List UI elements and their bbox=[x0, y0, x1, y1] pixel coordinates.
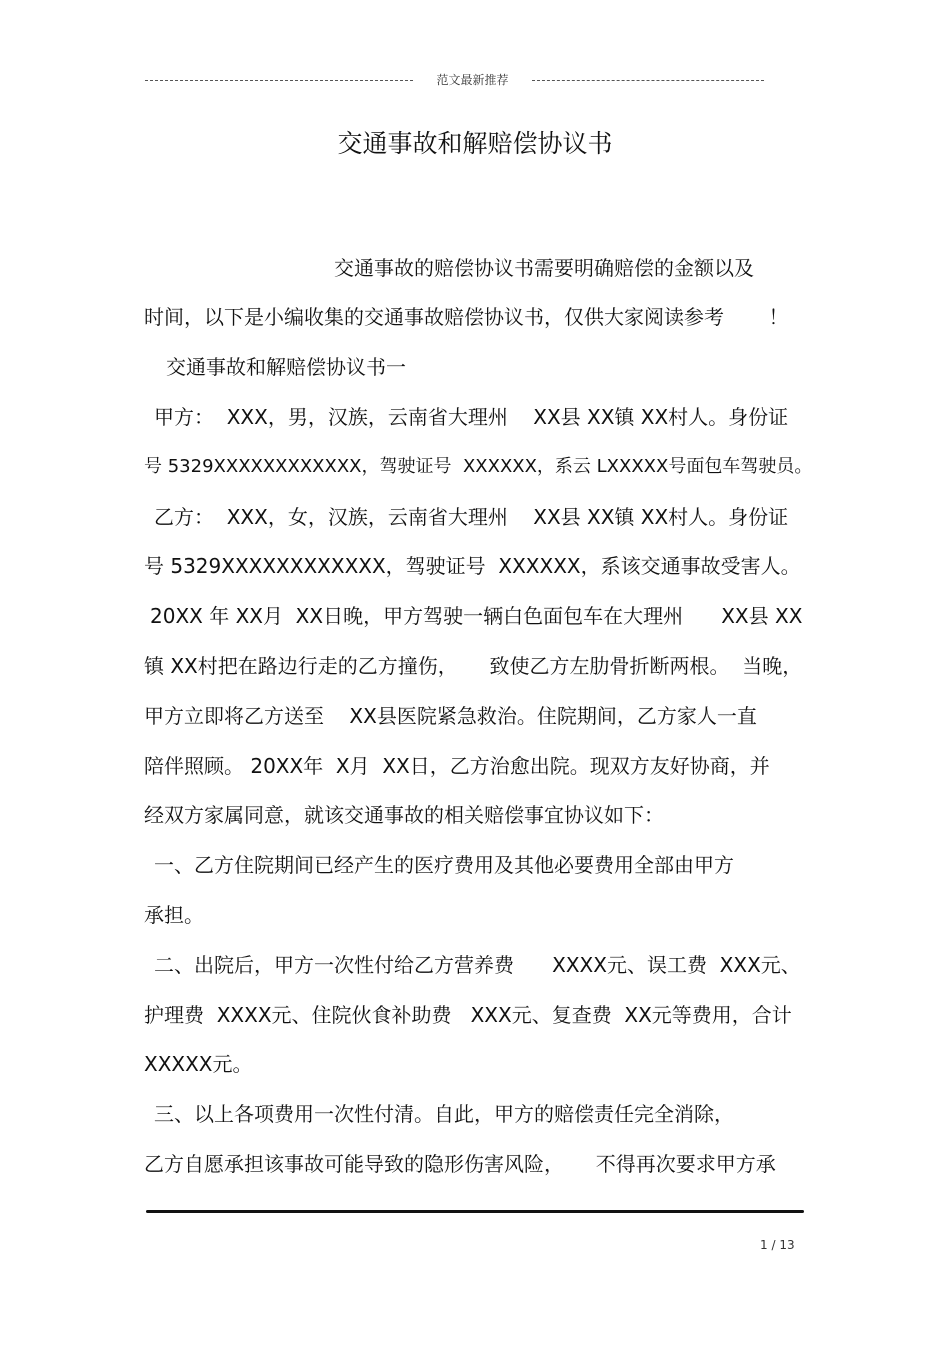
body-line: 陪伴照顾。 20XX年 X月 XX日，乙方治愈出院。现双方友好协商，并 bbox=[144, 754, 770, 778]
body-line: 乙方： XXX，女，汉族，云南省大理州 XX县 XX镇 XX村人。身份证 bbox=[154, 505, 789, 529]
body-line: 乙方自愿承担该事故可能导致的隐形伤害风险， 不得再次要求甲方承 bbox=[144, 1152, 776, 1176]
body-line: 时间，以下是小编收集的交通事故赔偿协议书，仅供大家阅读参考 ！ bbox=[144, 305, 789, 329]
page-total: 13 bbox=[779, 1238, 795, 1252]
body-line: 甲方立即将乙方送至 XX县医院紧急救治。住院期间，乙方家人一直 bbox=[144, 704, 757, 728]
footer-rule bbox=[146, 1210, 804, 1213]
header-rule-left bbox=[145, 80, 413, 81]
body-line: 二、出院后，甲方一次性付给乙方营养费 XXXX元、误工费 XXX元、 bbox=[154, 953, 801, 977]
body-line: 交通事故的赔偿协议书需要明确赔偿的金额以及 bbox=[334, 256, 754, 280]
body-line: 甲方： XXX，男，汉族，云南省大理州 XX县 XX镇 XX村人。身份证 bbox=[154, 405, 789, 429]
page-number bbox=[760, 1237, 810, 1253]
header-label: 范文最新推荐 bbox=[436, 73, 509, 87]
header-rule-right bbox=[532, 80, 764, 81]
body-line: XXXXX元。 bbox=[144, 1052, 253, 1076]
body-line: 承担。 bbox=[144, 903, 204, 927]
page-separator: / bbox=[771, 1238, 776, 1252]
body-line: 一、乙方住院期间已经产生的医疗费用及其他必要费用全部由甲方 bbox=[154, 853, 734, 877]
body-line: 镇 XX村把在路边行走的乙方撞伤， 致使乙方左肋骨折断两根。 当晚， bbox=[144, 654, 803, 678]
body-line: 号 5329XXXXXXXXXXXX，驾驶证号 XXXXXX，系该交通事故受害人。 bbox=[144, 554, 801, 578]
section-heading: 交通事故和解赔偿协议书一 bbox=[166, 355, 406, 379]
page-current: 1 bbox=[760, 1238, 768, 1252]
body-line: 号 5329XXXXXXXXXXXX，驾驶证号 XXXXXX，系云 LXXXXX号面包车驾驶员。 bbox=[144, 456, 813, 477]
body-line: 20XX 年 XX月 XX日晚，甲方驾驶一辆白色面包车在大理州 XX县 XX bbox=[150, 604, 803, 628]
body-line: 经双方家属同意，就该交通事故的相关赔偿事宜协议如下： bbox=[144, 803, 664, 827]
body-line: 三、以上各项费用一次性付清。自此，甲方的赔偿责任完全消除， bbox=[154, 1102, 734, 1126]
document-title: 交通事故和解赔偿协议书 bbox=[337, 129, 613, 158]
body-line: 护理费 XXXX元、住院伙食补助费 XXX元、复查费 XX元等费用，合计 bbox=[144, 1003, 792, 1027]
